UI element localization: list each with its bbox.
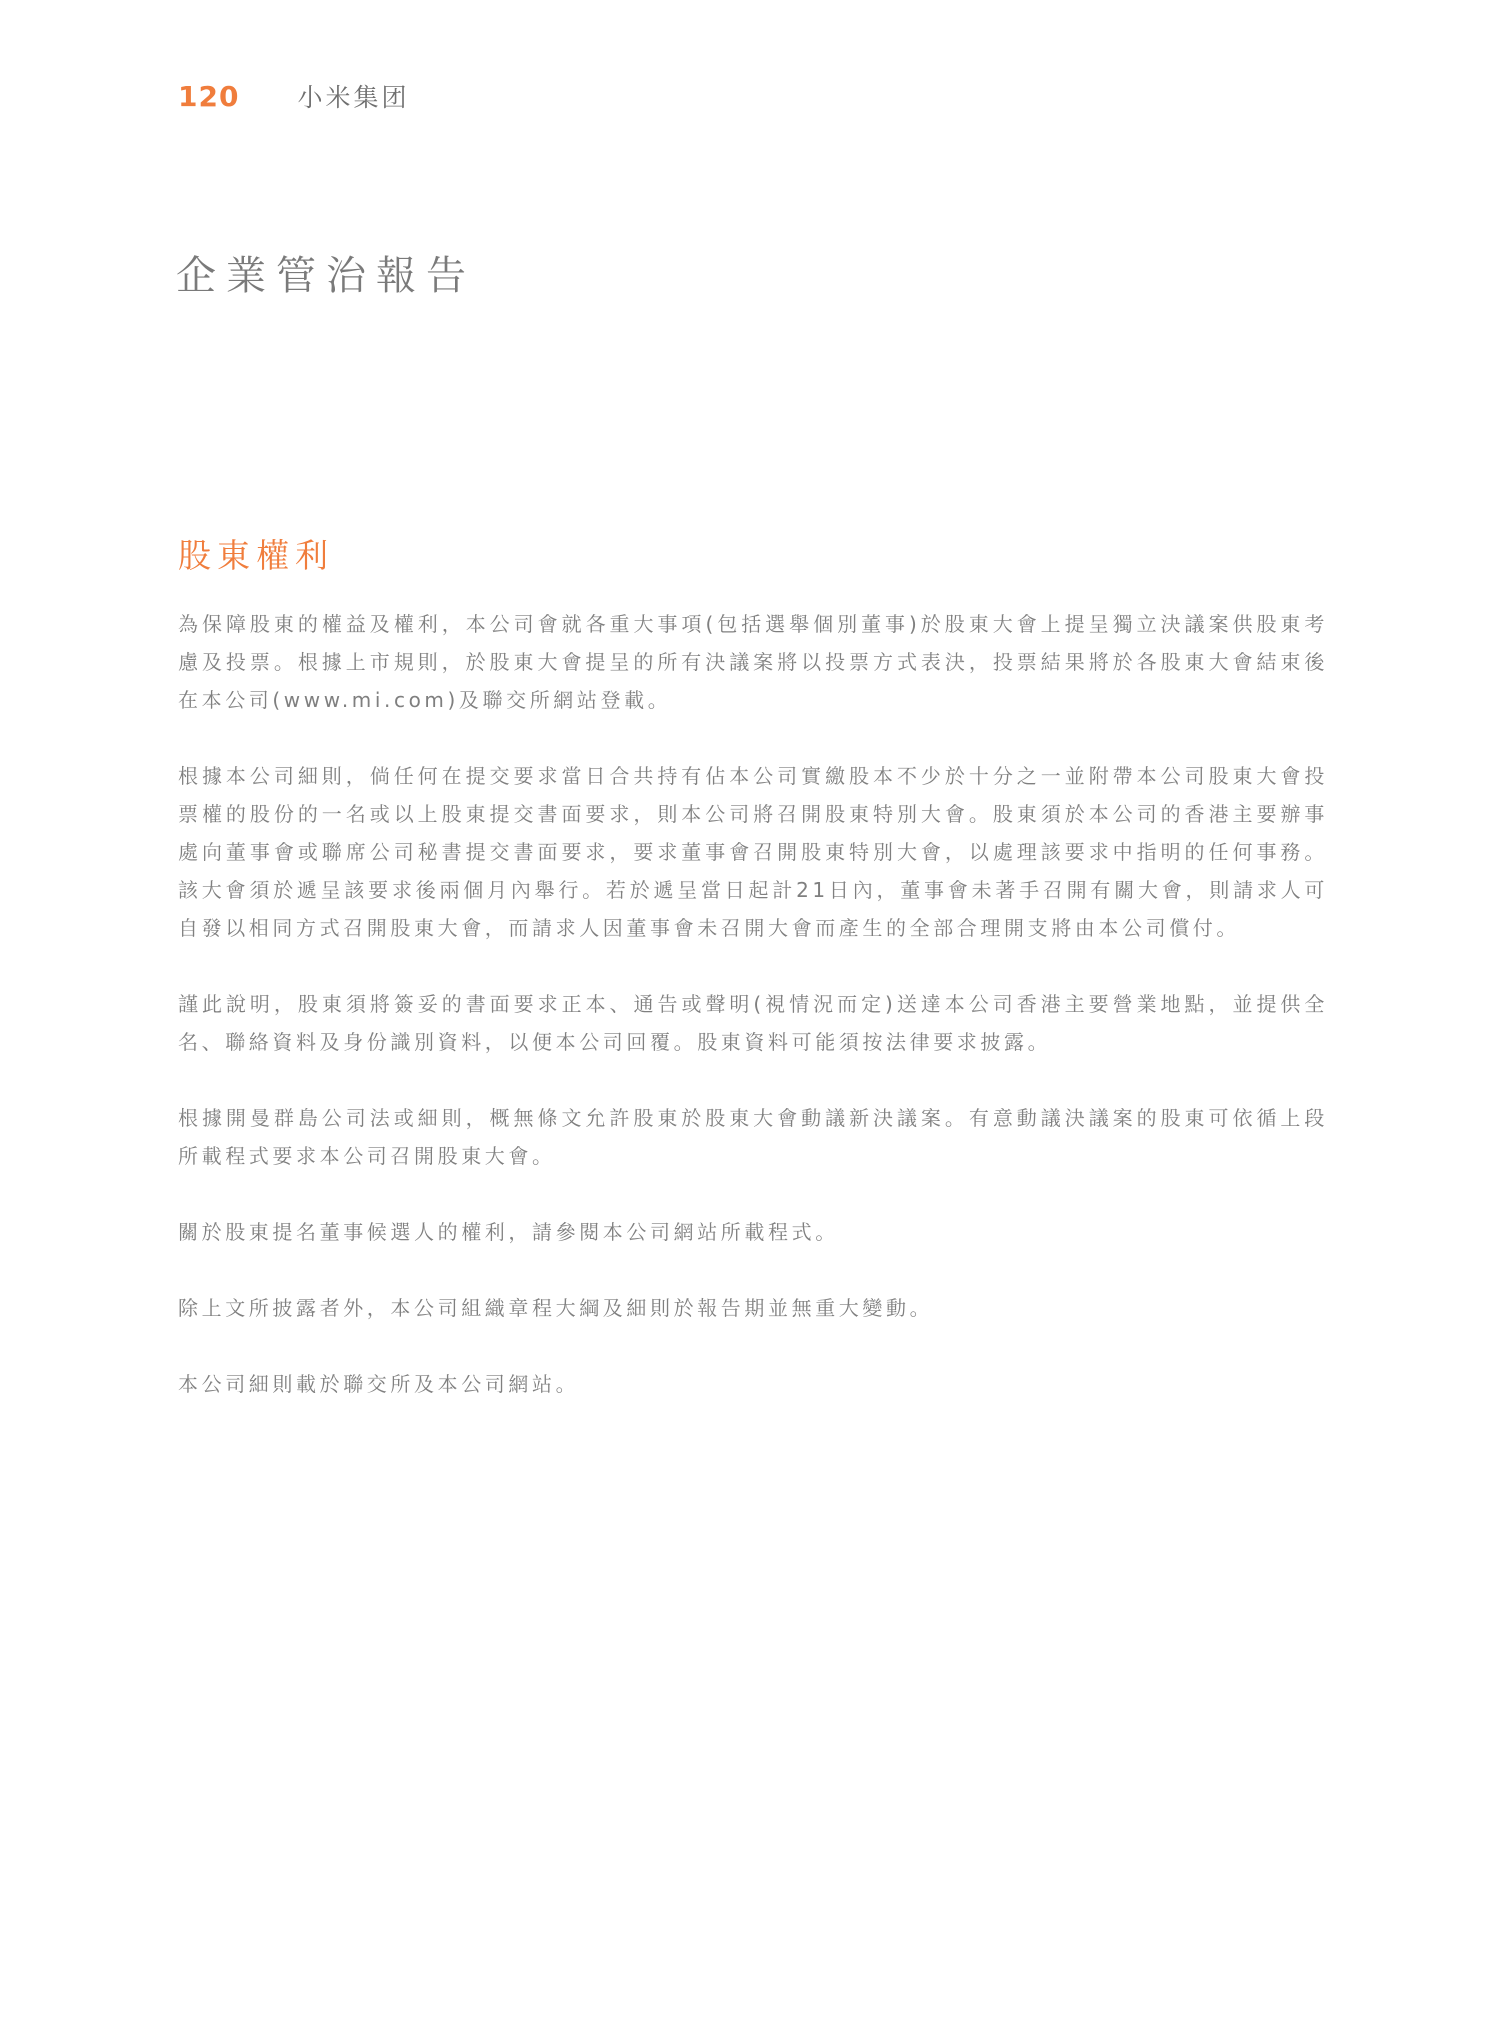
- company-name: 小米集团: [297, 83, 410, 112]
- report-title: 企業管治報告: [176, 253, 476, 299]
- shareholder-rights-section: [178, 530, 1328, 1441]
- paragraph-4: 根據開曼群島公司法或細則，概無條文允許股東於股東大會動議新決議案。有意動議決議案的股東可依循上段所載程式要求本公司召開股東大會。: [178, 1106, 1328, 1168]
- paragraph-3: 謹此說明，股東須將簽妥的書面要求正本、通告或聲明(視情況而定)送達本公司香港主要營業地點，並提供全名、聯絡資料及身份識別資料，以便本公司回覆。股東資料可能須按法律要求披露。: [178, 992, 1328, 1054]
- paragraph-2: 根據本公司細則，倘任何在提交要求當日合共持有佔本公司實繳股本不少於十分之一並附帶本公司股東大會投票權的股份的一名或以上股東提交書面要求，則本公司將召開股東特別大會。股東須於本公司的香港主要辦事處向董事會或聯席公司秘書提交書面要求，要求董事會召開股東特別大會，以處理該要求中指明的任何事務。該大會須於遞呈該要求後兩個月內舉行。若於遞呈當日起計21日內，董事會未著手召開有關大會，則請求人可自發以相同方式召開股東大會，而請求人因董事會未召開大會而產生的全部合理開支將由本公司償付。: [178, 764, 1328, 940]
- page-number: 120: [178, 80, 240, 113]
- section-title: 股東權利: [178, 536, 334, 575]
- page-header: [178, 78, 409, 114]
- paragraph-1: 為保障股東的權益及權利，本公司會就各重大事項(包括選舉個別董事)於股東大會上提呈獨立決議案供股東考慮及投票。根據上市規則，於股東大會提呈的所有決議案將以投票方式表決，投票結果將於各股東大會結束後在本公司(www.mi.com)及聯交所網站登載。: [178, 612, 1328, 712]
- paragraph-7: 本公司細則載於聯交所及本公司網站。: [178, 1372, 580, 1396]
- paragraph-5: 關於股東提名董事候選人的權利，請參閱本公司網站所載程式。: [178, 1220, 839, 1244]
- paragraph-6: 除上文所披露者外，本公司組織章程大綱及細則於報告期並無重大變動。: [178, 1296, 934, 1320]
